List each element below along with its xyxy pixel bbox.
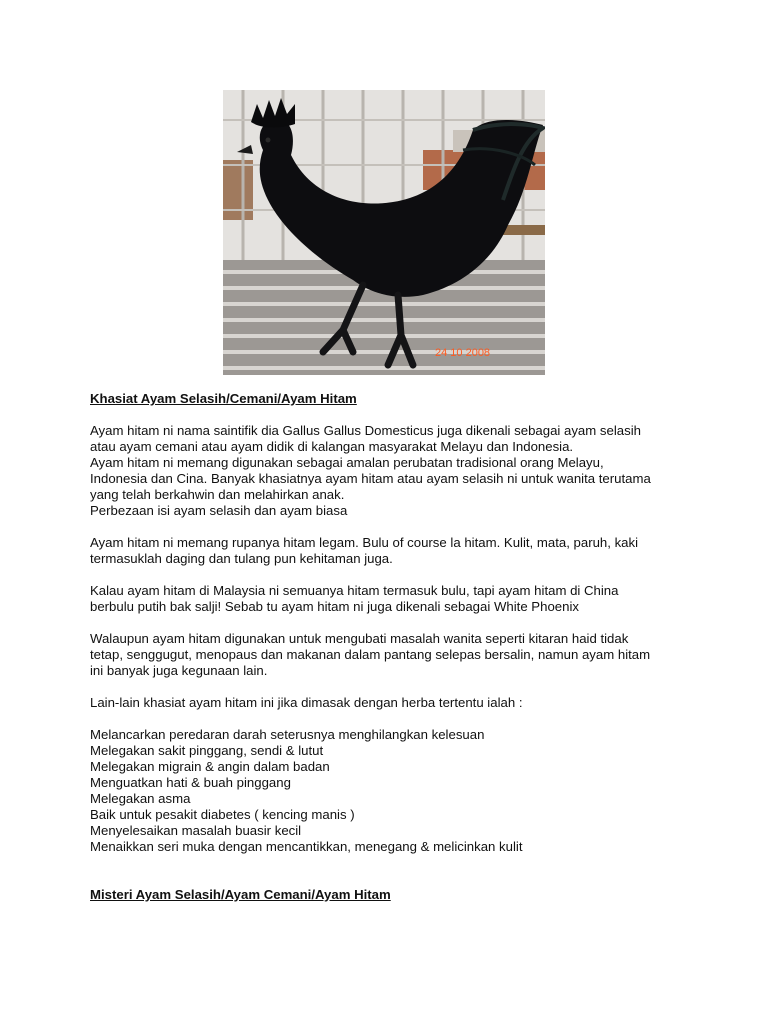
text-line: Kalau ayam hitam di Malaysia ni semuanya hitam termasuk bulu, tapi ayam hitam di China bbox=[90, 583, 619, 598]
article-body bbox=[90, 391, 690, 903]
benefits-list bbox=[90, 727, 690, 855]
text-line: Perbezaan isi ayam selasih dan ayam biasa bbox=[90, 503, 348, 518]
paragraph-benefits-intro: Lain-lain khasiat ayam hitam ini jika dimasak dengan herba tertentu ialah : bbox=[90, 695, 523, 710]
paragraph-china bbox=[90, 583, 690, 615]
text-line: berbulu putih bak salji! Sebab tu ayam hitam ni juga dikenali sebagai White Phoenix bbox=[90, 599, 579, 614]
text-line: Walaupun ayam hitam digunakan untuk mengubati masalah wanita seperti kitaran haid tidak bbox=[90, 631, 629, 646]
text-line: Ayam hitam ni memang digunakan sebagai amalan perubatan tradisional orang Melayu, bbox=[90, 455, 604, 470]
text-line: atau ayam cemani atau ayam didik di kalangan masyarakat Melayu dan Indonesia. bbox=[90, 439, 574, 454]
paragraph-appearance bbox=[90, 535, 690, 567]
text-line: Ayam hitam ni nama saintifik dia Gallus Gallus Domesticus juga dikenali sebagai ayam selasih bbox=[90, 423, 641, 438]
text-line: termasuklah daging dan tulang pun kehitaman juga. bbox=[90, 551, 393, 566]
list-item: Melancarkan peredaran darah seterusnya menghilangkan kelesuan bbox=[90, 727, 485, 742]
text-line: yang telah berkahwin dan melahirkan anak. bbox=[90, 487, 345, 502]
list-item: Menyelesaikan masalah buasir kecil bbox=[90, 823, 302, 838]
list-item: Melegakan migrain & angin dalam badan bbox=[90, 759, 330, 774]
list-item: Melegakan asma bbox=[90, 791, 191, 806]
paragraph-intro bbox=[90, 423, 690, 519]
text-line: Indonesia dan Cina. Banyak khasiatnya ayam hitam atau ayam selasih ni untuk wanita terutama bbox=[90, 471, 651, 486]
text-line: Ayam hitam ni memang rupanya hitam legam. Bulu of course la hitam. Kulit, mata, paruh, kaki bbox=[90, 535, 639, 550]
list-item: Menaikkan seri muka dengan mencantikkan, menegang & melicinkan kulit bbox=[90, 839, 523, 854]
text-line: tetap, senggugut, menopaus dan makanan dalam pantang selepas bersalin, namun ayam hitam bbox=[90, 647, 651, 662]
text-line: ini banyak juga kegunaan lain. bbox=[90, 663, 268, 678]
paragraph-usage bbox=[90, 631, 690, 679]
list-item: Baik untuk pesakit diabetes ( kencing manis ) bbox=[90, 807, 355, 822]
list-item: Menguatkan hati & buah pinggang bbox=[90, 775, 291, 790]
photo-date-stamp: 24 10 2008 bbox=[435, 347, 491, 359]
section-title-misteri: Misteri Ayam Selasih/Ayam Cemani/Ayam Hitam bbox=[90, 887, 391, 902]
rooster-photo bbox=[223, 90, 545, 375]
section-title-khasiat: Khasiat Ayam Selasih/Cemani/Ayam Hitam bbox=[90, 391, 357, 406]
list-item: Melegakan sakit pinggang, sendi & lutut bbox=[90, 743, 324, 758]
